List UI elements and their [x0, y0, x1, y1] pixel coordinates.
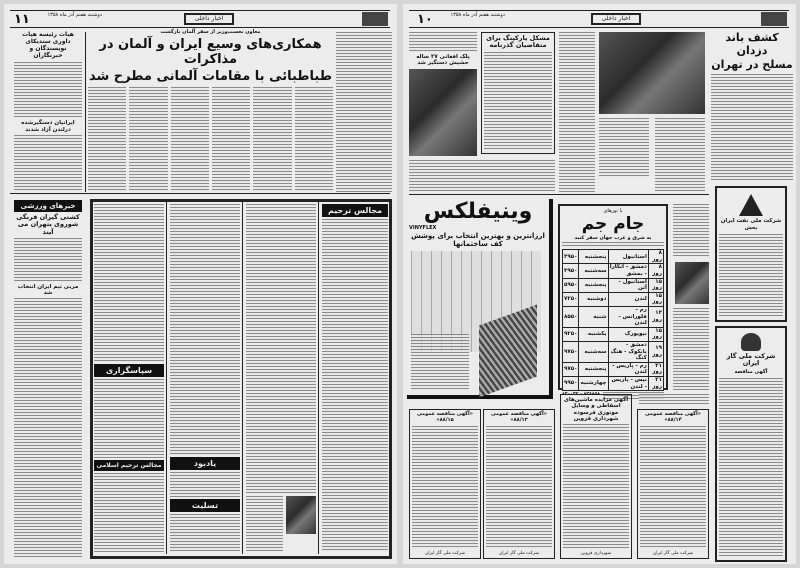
tour-row [563, 376, 664, 390]
newspaper-logo [761, 12, 787, 26]
tour-duration: ۸ روز [648, 264, 663, 278]
tour-row [563, 307, 664, 328]
tour-route: نیویورک [608, 327, 648, 341]
side-story-headline: هیات رئیسه هیات داوری سندیکای نویسندگان و خبرنگاران [22, 31, 74, 59]
parking-story-box [481, 32, 555, 154]
date-line: دوشنبه هفتم آذر ماه ۱۳۵۸ [450, 12, 505, 18]
section-label: اخبار داخلی [591, 13, 641, 25]
vinyflex-tagline: ارزانترین و بهترین انتخاب برای پوشش کف ساختمانها [411, 232, 545, 249]
gas-company-ad [715, 326, 787, 562]
jamejam-intro: با تورهای [603, 208, 623, 214]
tour-departure-day: سه‌شنبه [579, 342, 608, 363]
main-headline-1: همکاری‌های وسیع ایران و آلمان در مذاکرات [99, 36, 322, 67]
tour-route: نیس - پاریس - لندن [608, 376, 648, 390]
tour-route: دمشق - آنکارا - بمشق [609, 264, 647, 278]
tour-route: استانبول - آتن [608, 278, 648, 292]
auction-ad [560, 394, 632, 559]
tour-duration: ۱۵ روز [648, 327, 663, 341]
oil-company-name: شرکت ملی نفت ایران [720, 218, 782, 224]
tender-ad-2 [483, 409, 555, 559]
tender-3-footer: شرکت ملی گاز ایران [653, 551, 693, 556]
tour-price: ۹۹۵۰ [563, 376, 579, 390]
auction-footer: شهرداری قزوین [580, 551, 612, 556]
oil-company-ad [715, 186, 787, 322]
left-page [4, 4, 397, 564]
newspaper-logo [362, 12, 388, 26]
tour-row [563, 327, 664, 341]
condolence-header: مجالس ترحیم [322, 204, 388, 217]
jamejam-brand: جام جم [581, 214, 645, 234]
main-kicker: معاون نخست‌وزیر از سفر آلمان بازگشت [160, 29, 261, 35]
page-number: ۱۱ [14, 12, 30, 27]
tour-departure-day: پنجشنبه [579, 250, 608, 264]
tour-route: لندن [608, 292, 648, 306]
afghan-photo [409, 69, 477, 156]
tour-row [563, 292, 664, 306]
right-page [403, 4, 796, 564]
afghan-headline: پلک افغانی ۲۷ ساله حشیش دستگیر شد [416, 54, 470, 67]
jamejam-phones: ۸۲۶۸۵۸ - ۸۳۰۰۳۲ [562, 392, 600, 398]
tour-price: ۴۹۵۰ [563, 264, 579, 278]
vinyflex-brand-en: VINYFLEX [409, 225, 437, 232]
person-photo [675, 262, 709, 304]
tour-departure-day: پنجشنبه [579, 278, 608, 292]
vinyflex-ad [407, 199, 553, 399]
tour-price: ۷۲۵۰ [563, 292, 579, 306]
tour-row [563, 264, 664, 278]
tender-2-footer: شرکت ملی گاز ایران [499, 551, 539, 556]
tender-ad-1 [409, 409, 481, 559]
sports-sub-headline: مربی تیم ایران انتخاب شد [17, 283, 79, 296]
tour-route: استانبول [608, 250, 648, 264]
tour-departure-day: سه‌شنبه [579, 264, 608, 278]
tour-route: رم - فلورانس - لندن [608, 307, 648, 328]
thanks-header: سپاسگزاری [94, 364, 164, 377]
oil-company-sub: پخش [744, 225, 758, 232]
tour-duration: ۱۴ روز [648, 307, 663, 328]
tour-price: ۹۲۵۰ [563, 327, 579, 341]
tour-duration: ۱۵ روز [648, 292, 663, 306]
tour-row [563, 278, 664, 292]
section-label: اخبار داخلی [184, 13, 234, 25]
date-line: دوشنبه هفتم آذر ماه ۱۳۵۸ [47, 12, 102, 18]
tender-1-footer: شرکت ملی گاز ایران [425, 551, 465, 556]
tour-row [563, 250, 664, 264]
tour-row [563, 342, 664, 363]
jamejam-tagline: به شرق و غرب جهان سفر کنید [574, 234, 652, 241]
sympathy-header: تسلیت [170, 499, 240, 512]
parking-headline: مشکل پارکینگ برای متقاضیان گذرنامه [486, 34, 550, 50]
suspects-photo [599, 32, 705, 114]
tour-departure-day: یکشنبه [579, 327, 608, 341]
tour-departure-day: دوشنبه [579, 292, 608, 306]
tour-duration: ۸ روز [648, 250, 663, 264]
gas-company-name: شرکت ملی گاز ایران [726, 352, 776, 368]
tour-row [563, 362, 664, 376]
tender-1-title: «آگهی مناقصه عمومی ۸۸/۱۵» [417, 411, 473, 423]
side-story-2-headline: ایرانیان دستگیرشده درلندن آزاد شدند [21, 120, 75, 133]
tour-price: ۹۷۵۰ [563, 342, 579, 363]
gas-company-logo-icon [741, 333, 761, 351]
tour-price: ۳۹۵۰ [563, 250, 579, 264]
tour-departure-day: شنبه [579, 307, 608, 328]
auction-title: آگهی مزایده ماشین‌های اسقاطی و وسایل موتوری فرسوده شهرداری قزوین [563, 397, 629, 422]
gas-company-sub: آگهی مناقصه [734, 368, 768, 375]
tour-departure-day: پنجشنبه [579, 362, 608, 376]
portrait-photo [286, 496, 316, 534]
jamejam-ad [558, 204, 668, 398]
tour-duration: ۲۱ روز [648, 362, 663, 376]
lead-headline-2: مسلح در تهران [711, 58, 793, 72]
sports-headline: کشتی گیران فرنگی شوروی بتهران می آیند [16, 213, 80, 236]
tour-route: دمشق - بانکوک - هنگ کنگ [608, 342, 648, 363]
page-number: ۱۰ [417, 12, 433, 27]
tour-price: ۵۹۵۰ [563, 278, 579, 292]
oil-company-logo-icon [739, 194, 763, 216]
memorial-header: یادبود [170, 457, 240, 470]
tour-duration: ۱۵ روز [648, 278, 663, 292]
tour-price: ۹۷۵۰ [563, 362, 579, 376]
tour-route: رم - پاریس - لندن [608, 362, 648, 376]
tour-duration: ۱۹ روز [648, 342, 663, 363]
tour-departure-day: چهارشنبه [579, 376, 608, 390]
tour-table [562, 249, 664, 391]
tender-3-title: «آگهی مناقصه عمومی ۸۸/۱۴» [645, 411, 701, 423]
vinyflex-brand: وینیفلکس [423, 199, 533, 224]
tour-duration: ۲۱ روز [648, 376, 663, 390]
tour-price: ۸۵۵۰ [563, 307, 579, 328]
main-headline-2: طباطبائی با مقامات آلمانی مطرح شد [88, 68, 332, 84]
tender-ad-3 [637, 409, 709, 559]
lead-headline-1: کشف باند دزدان [725, 31, 779, 57]
tender-2-title: «آگهی مناقصه عمومی ۸۸/۱۳» [491, 411, 547, 423]
islamic-condolence-header: مجالس ترحیم اسلامی [94, 460, 164, 471]
sports-section-label: خبرهای ورزشی [14, 200, 82, 212]
